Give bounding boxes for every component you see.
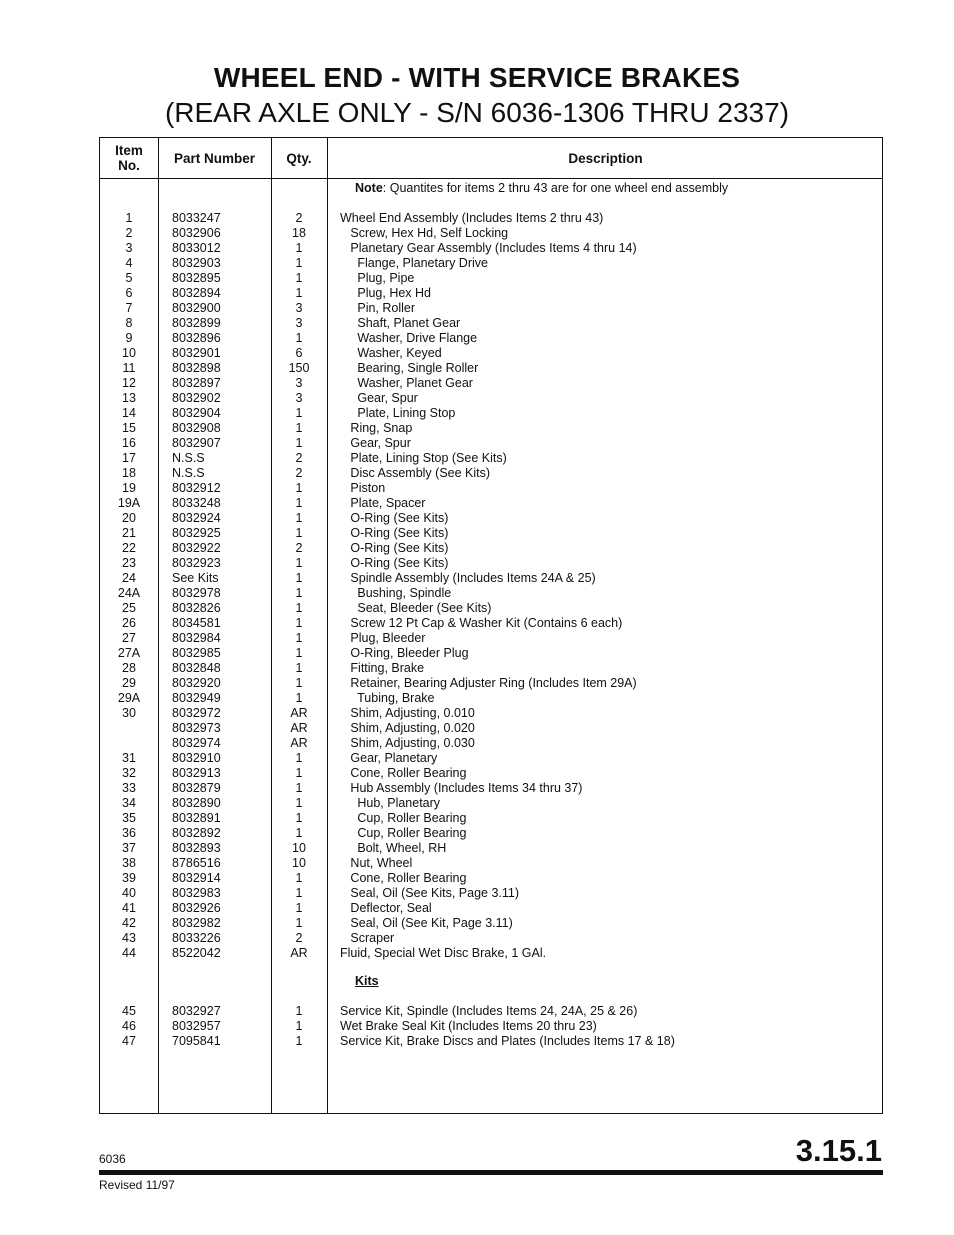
item-number: 30 [122,706,136,720]
page-title: WHEEL END - WITH SERVICE BRAKES [213,62,741,93]
part-number: 8032910 [172,751,221,765]
item-number: 41 [122,901,136,915]
part-number: 8032912 [172,481,221,495]
part-number: 8032901 [172,346,221,360]
table-row [100,541,884,556]
description: Screw 12 Pt Cap & Washer Kit (Contains 6 each) [340,616,623,630]
part-number: 8032924 [172,511,221,525]
quantity: 10 [292,856,306,870]
description: Service Kit, Brake Discs and Plates (Includes Items 17 & 18) [340,1034,675,1048]
part-number: 8032985 [172,646,221,660]
quantity: 3 [295,316,303,330]
table-row [100,436,884,451]
description: Shaft, Planet Gear [340,316,461,330]
part-number: 8032896 [172,331,221,345]
table-row [100,346,884,361]
item-number: 22 [122,541,136,555]
quantity: 1 [295,271,303,285]
description: Wet Brake Seal Kit (Includes Items 20 thru 23) [340,1019,597,1033]
description: O-Ring (See Kits) [340,556,449,570]
quantity: 1 [295,661,303,675]
table-row [100,211,884,226]
part-number: 8032914 [172,871,221,885]
table-row [100,226,884,241]
item-number: 10 [122,346,136,360]
description: O-Ring (See Kits) [340,526,449,540]
description: Washer, Planet Gear [340,376,473,390]
table-row [100,706,884,721]
part-number: 8032890 [172,796,221,810]
table-row [100,301,884,316]
description: Shim, Adjusting, 0.020 [340,721,475,735]
description: Gear, Spur [340,391,418,405]
part-number: 8032894 [172,286,221,300]
item-number: 17 [122,451,136,465]
part-number: 8032891 [172,811,221,825]
part-number: 8032949 [172,691,221,705]
item-number: 44 [122,946,136,960]
item-number: 12 [122,376,136,390]
description: Ring, Snap [340,421,413,435]
quantity: 2 [295,451,303,465]
description: Plate, Spacer [340,496,426,510]
table-row [100,421,884,436]
description: O-Ring, Bleeder Plug [340,646,469,660]
description: Shim, Adjusting, 0.030 [340,736,475,750]
part-number: 8032848 [172,661,221,675]
quantity: 1 [295,1004,303,1018]
description: Wheel End Assembly (Includes Items 2 thru 43) [340,211,604,225]
parts-table [99,137,883,1114]
description: Plug, Hex Hd [340,286,432,300]
description: Cup, Roller Bearing [340,811,467,825]
quantity: AR [290,721,308,735]
part-number: 8032893 [172,841,221,855]
part-number: 8032908 [172,421,221,435]
item-number: 35 [122,811,136,825]
part-number: 8032895 [172,271,221,285]
item-number: 19A [117,496,141,510]
part-number: 8032973 [172,721,221,735]
item-number: 29 [122,676,136,690]
quantity: 1 [295,436,303,450]
description: Deflector, Seal [340,901,432,915]
quantity: 1 [295,811,303,825]
quantity: 1 [295,256,303,270]
quantity: 2 [295,211,303,225]
description: Cone, Roller Bearing [340,871,467,885]
part-number: 8032899 [172,316,221,330]
table-row [100,406,884,421]
revision-date: Revised 11/97 [99,1178,175,1192]
part-number: 8032826 [172,601,221,615]
part-number: 8032903 [172,256,221,270]
part-number: See Kits [172,571,219,585]
description: Scraper [340,931,395,945]
description: Hub, Planetary [340,796,441,810]
quantity: 6 [295,346,303,360]
table-row [100,391,884,406]
kits-heading: Kits [355,974,379,988]
item-number: 45 [122,1004,136,1018]
table-row [100,766,884,781]
description: Seal, Oil (See Kits, Page 3.11) [340,886,520,900]
table-row [100,466,884,481]
item-number: 36 [122,826,136,840]
quantity: 1 [295,1019,303,1033]
part-number: 8032922 [172,541,221,555]
item-number: 4 [125,256,133,270]
part-number: 8032972 [172,706,221,720]
part-number: 8032927 [172,1004,221,1018]
part-number: 8032902 [172,391,221,405]
quantity: 1 [295,631,303,645]
item-number: 6 [125,286,133,300]
quantity: 2 [295,466,303,480]
table-row [100,241,884,256]
header-qty: Qty. [286,150,312,166]
model-number: 6036 [99,1152,126,1166]
quantity: 1 [295,871,303,885]
item-number: 11 [122,361,136,375]
item-number: 14 [122,406,136,420]
description: Screw, Hex Hd, Self Locking [340,226,509,240]
description: Cone, Roller Bearing [340,766,467,780]
part-number: 8033247 [172,211,221,225]
quantity: 1 [295,886,303,900]
note-label: Note [355,181,383,195]
description: Shim, Adjusting, 0.010 [340,706,475,720]
part-number: 8032898 [172,361,221,375]
table-row [100,361,884,376]
table-row [100,721,884,736]
description: O-Ring (See Kits) [340,541,449,555]
part-number: 8034581 [172,616,221,630]
part-number: 8032978 [172,586,221,600]
part-number: 8032925 [172,526,221,540]
quantity: 1 [295,586,303,600]
table-row [100,901,884,916]
description: Cup, Roller Bearing [340,826,467,840]
item-number: 37 [122,841,136,855]
item-number: 26 [122,616,136,630]
part-number: 8032897 [172,376,221,390]
quantity: 2 [295,541,303,555]
table-row [100,616,884,631]
description: Plate, Lining Stop (See Kits) [340,451,507,465]
table-row [100,496,884,511]
quantity: 1 [295,421,303,435]
quantity: AR [290,946,308,960]
part-number: 8032907 [172,436,221,450]
table-row [100,571,884,586]
item-number: 47 [122,1034,136,1048]
part-number: 8522042 [172,946,221,960]
description: Planetary Gear Assembly (Includes Items 4 thru 14) [340,241,637,255]
item-number: 38 [122,856,136,870]
table-row [100,646,884,661]
quantity: 10 [292,841,306,855]
item-number: 43 [122,931,136,945]
part-number: 7095841 [172,1034,221,1048]
description: Plug, Pipe [340,271,415,285]
quantity: 150 [288,361,310,375]
quantity: AR [290,736,308,750]
parts-rows [100,211,884,961]
table-row [100,931,884,946]
quantity: 1 [295,646,303,660]
part-number: 8032879 [172,781,221,795]
part-number: 8032957 [172,1019,221,1033]
table-row [100,451,884,466]
part-number: 8032900 [172,301,221,315]
quantity: 3 [295,376,303,390]
table-row [100,376,884,391]
item-number: 2 [125,226,133,240]
item-number: 8 [125,316,133,330]
quantity: 18 [292,226,306,240]
part-number: 8033012 [172,241,221,255]
table-row [100,601,884,616]
page-number: 3.15.1 [795,1133,882,1168]
part-number: 8032892 [172,826,221,840]
item-number: 1 [125,211,133,225]
quantity: 1 [295,751,303,765]
page-subtitle: (REAR AXLE ONLY - S/N 6036-1306 THRU 2337) [164,97,790,128]
item-number: 24A [117,586,141,600]
quantity: 3 [295,301,303,315]
table-row [100,946,884,961]
table-row [100,826,884,841]
item-number: 28 [122,661,136,675]
kit-rows [100,1004,884,1049]
quantity: 1 [295,241,303,255]
part-number: 8032982 [172,916,221,930]
quantity: 1 [295,406,303,420]
quantity: 1 [295,691,303,705]
header-description: Description [568,150,643,166]
quantity: 1 [295,676,303,690]
quantity: 1 [295,916,303,930]
description: Washer, Drive Flange [340,331,478,345]
table-row [100,751,884,766]
table-row [100,676,884,691]
quantity: 1 [295,1034,303,1048]
part-number: 8032923 [172,556,221,570]
part-number: 8033248 [172,496,221,510]
table-row [100,856,884,871]
description: Flange, Planetary Drive [340,256,488,270]
description: Piston [340,481,386,495]
item-number: 18 [122,466,136,480]
part-number: 8032926 [172,901,221,915]
description: Bearing, Single Roller [340,361,479,375]
table-row [100,796,884,811]
description: Disc Assembly (See Kits) [340,466,491,480]
description: Bolt, Wheel, RH [340,841,447,855]
item-number: 27A [117,646,141,660]
table-row [100,511,884,526]
part-number: 8032983 [172,886,221,900]
description: Gear, Spur [340,436,411,450]
item-number: 33 [122,781,136,795]
quantity: 1 [295,481,303,495]
table-row [100,781,884,796]
part-number: 8033226 [172,931,221,945]
table-row [100,631,884,646]
item-number: 42 [122,916,136,930]
description: Gear, Planetary [340,751,438,765]
quantity: 1 [295,826,303,840]
item-number: 19 [122,481,136,495]
table-row [100,586,884,601]
part-number: 8032906 [172,226,221,240]
table-row [100,331,884,346]
table-row [100,271,884,286]
part-number: 8786516 [172,856,221,870]
quantity: 1 [295,526,303,540]
table-row [100,661,884,676]
part-number: 8032920 [172,676,221,690]
table-row [100,871,884,886]
item-number: 15 [122,421,136,435]
quantity: 1 [295,331,303,345]
table-row [100,841,884,856]
item-number: 23 [122,556,136,570]
table-row [100,256,884,271]
item-number: 31 [122,751,136,765]
description: Retainer, Bearing Adjuster Ring (Includes Item 29A) [340,676,637,690]
table-note [355,181,728,195]
table-row [100,316,884,331]
table-row [100,886,884,901]
quantity: 1 [295,286,303,300]
item-number: 25 [122,601,136,615]
description: Plug, Bleeder [340,631,426,645]
item-number: 40 [122,886,136,900]
item-number: 29A [117,691,141,705]
description: Pin, Roller [340,301,416,315]
table-row [100,691,884,706]
table-row [100,286,884,301]
description: Seal, Oil (See Kit, Page 3.11) [340,916,513,930]
quantity: 1 [295,901,303,915]
description: Fitting, Brake [340,661,425,675]
item-number: 7 [125,301,133,315]
table-row [100,526,884,541]
description: Bushing, Spindle [340,586,452,600]
quantity: 1 [295,496,303,510]
description: Fluid, Special Wet Disc Brake, 1 GAl. [340,946,547,960]
part-number: 8032904 [172,406,221,420]
quantity: 1 [295,781,303,795]
table-row [100,1034,884,1049]
description: Service Kit, Spindle (Includes Items 24, 24A, 25 & 26) [340,1004,638,1018]
quantity: 1 [295,796,303,810]
part-number: N.S.S [172,451,205,465]
item-number: 9 [125,331,133,345]
description: Spindle Assembly (Includes Items 24A & 25) [340,571,596,585]
part-number: N.S.S [172,466,205,480]
description: Nut, Wheel [340,856,413,870]
header-item-no-label: Item No. [115,143,143,173]
table-row [100,1004,884,1019]
quantity: 1 [295,766,303,780]
quantity: 1 [295,571,303,585]
description: Tubing, Brake [340,691,435,705]
table-row [100,1019,884,1034]
item-number: 21 [122,526,136,540]
item-number: 46 [122,1019,136,1033]
table-row [100,736,884,751]
item-number: 32 [122,766,136,780]
item-number: 27 [122,631,136,645]
quantity: 1 [295,511,303,525]
quantity: 1 [295,556,303,570]
description: O-Ring (See Kits) [340,511,449,525]
description: Seat, Bleeder (See Kits) [340,601,492,615]
item-number: 24 [122,571,136,585]
table-row [100,556,884,571]
header-item-no [100,138,158,178]
part-number: 8032974 [172,736,221,750]
item-number: 3 [125,241,133,255]
quantity: 1 [295,616,303,630]
part-number: 8032984 [172,631,221,645]
description: Hub Assembly (Includes Items 34 thru 37) [340,781,583,795]
quantity: 1 [295,601,303,615]
header-divider [100,178,882,179]
quantity: 2 [295,931,303,945]
table-row [100,811,884,826]
table-row [100,481,884,496]
quantity: AR [290,706,308,720]
note-text: : Quantites for items 2 thru 43 are for one wheel end assembly [382,181,729,195]
item-number: 20 [122,511,136,525]
part-number: 8032913 [172,766,221,780]
footer-rule [99,1170,883,1175]
table-row [100,916,884,931]
item-number: 13 [122,391,136,405]
header-part-number: Part Number [173,150,256,166]
item-number: 16 [122,436,136,450]
item-number: 5 [125,271,133,285]
description: Washer, Keyed [340,346,442,360]
item-number: 39 [122,871,136,885]
item-number: 34 [122,796,136,810]
quantity: 3 [295,391,303,405]
description: Plate, Lining Stop [340,406,456,420]
